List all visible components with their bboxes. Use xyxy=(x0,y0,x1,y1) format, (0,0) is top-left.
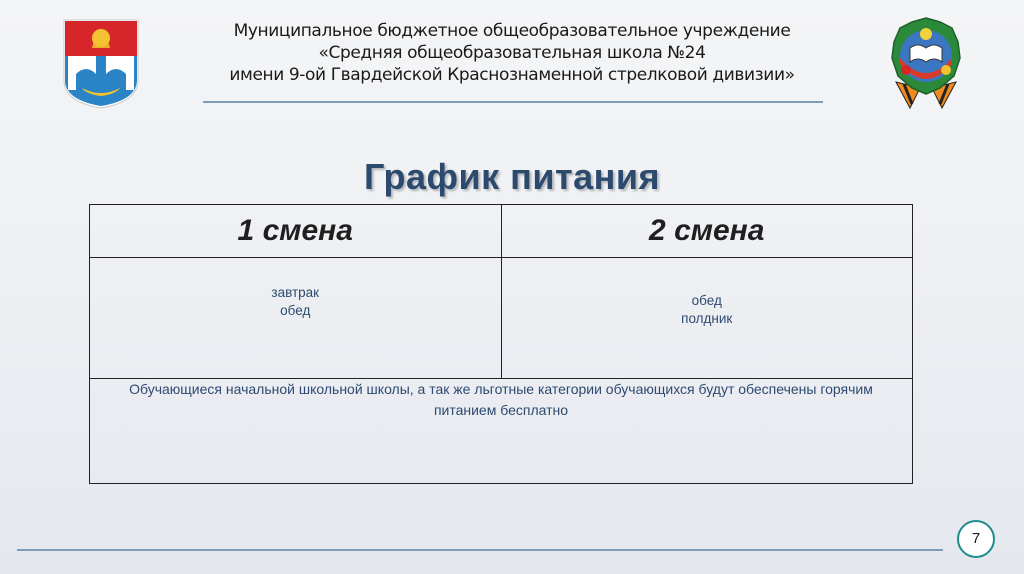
meal-schedule-table xyxy=(89,204,913,484)
footer-divider xyxy=(17,549,943,551)
city-coat-of-arms-icon xyxy=(62,18,140,110)
shift-1-meals-cell xyxy=(90,258,502,379)
table-header-row xyxy=(90,205,913,258)
school-emblem-icon xyxy=(884,14,968,110)
header-line-1: Муниципальное бюджетное общеобразовательное учреждение xyxy=(233,21,791,41)
header-line-2: «Средняя общеобразовательная школа №24 xyxy=(318,43,706,63)
page-title: График питания xyxy=(363,156,661,197)
shift-2-meals-cell xyxy=(501,258,913,379)
free-meals-note: Обучающиеся начальной школьной школы, а так же льготные категории обучающихся будут обеспечены горячим питанием бесплатно xyxy=(129,381,873,418)
table-row-meals xyxy=(90,258,913,379)
page-number-badge: 7 xyxy=(957,520,995,558)
header-line-3: имени 9-ой Гвардейской Краснознаменной стрелковой дивизии» xyxy=(229,65,795,85)
shift-2-meal-snack: полдник xyxy=(681,311,733,326)
school-header xyxy=(200,20,824,86)
shift-2-meal-lunch: обед xyxy=(691,293,722,308)
table-row-note xyxy=(90,379,913,484)
header-divider xyxy=(203,101,823,103)
free-meals-note-cell xyxy=(90,379,913,484)
column-header-shift-1: 1 смена xyxy=(90,205,502,258)
column-header-shift-2: 2 смена xyxy=(501,205,913,258)
shift-1-meal-breakfast: завтрак xyxy=(271,285,320,300)
shift-1-meal-lunch: обед xyxy=(280,303,311,318)
